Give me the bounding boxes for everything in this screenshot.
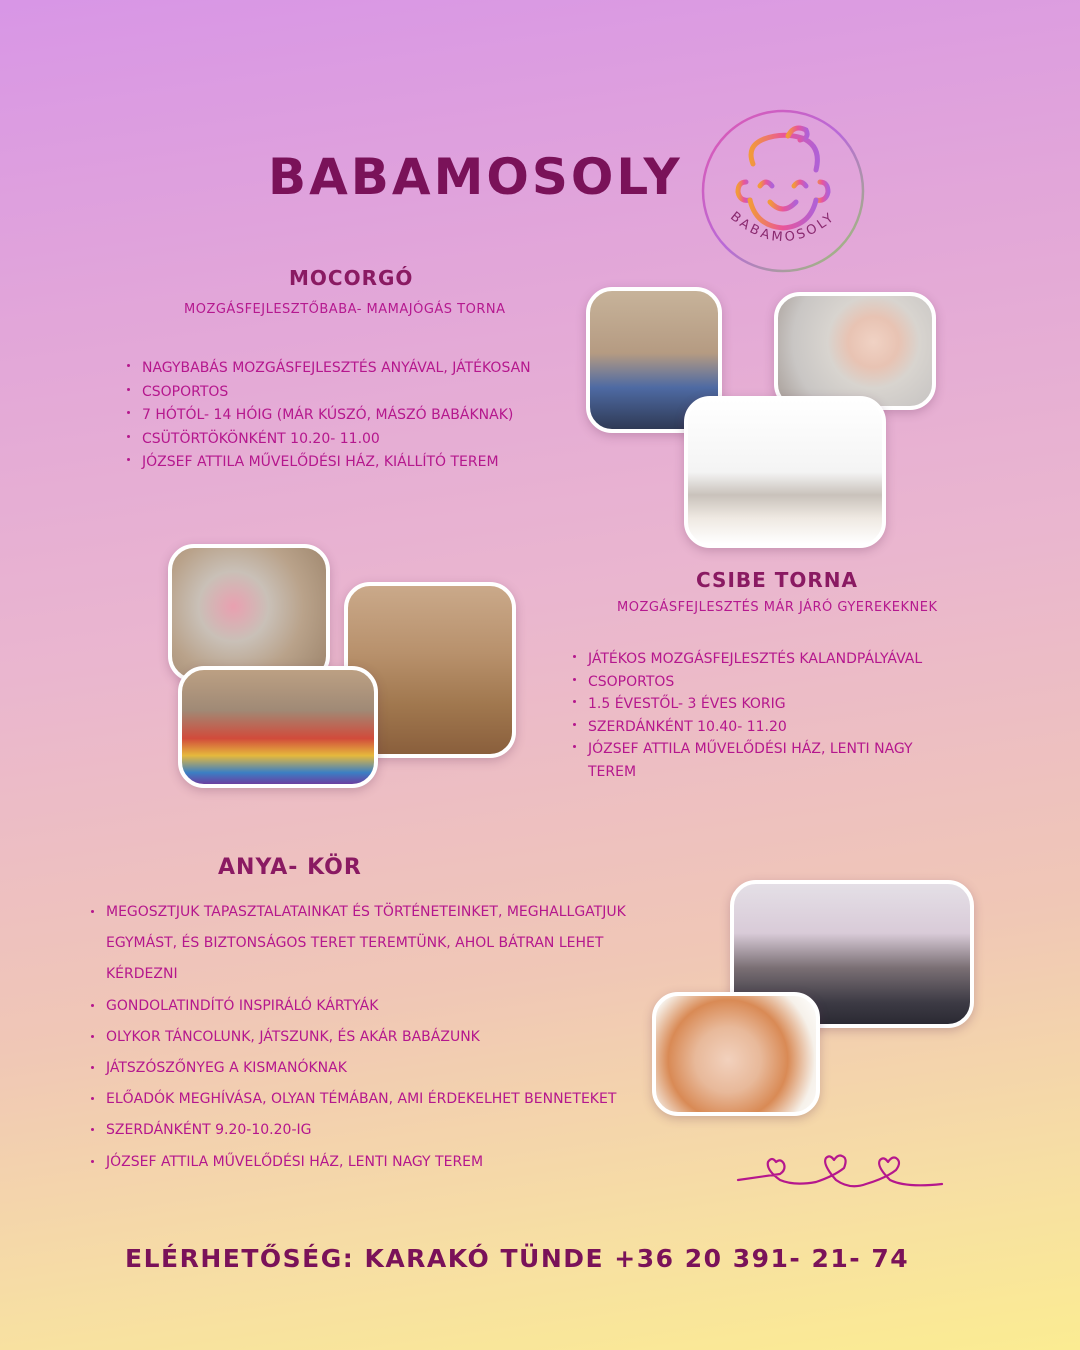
baby-face-icon <box>738 128 828 228</box>
logo-text: BABAMOSOLY <box>727 209 839 246</box>
csibe-list <box>572 648 932 783</box>
photo-sensory-feet <box>168 544 330 682</box>
contact-info: ELÉRHETŐSÉG: KARAKÓ TÜNDE +36 20 391- 21- 74 <box>125 1244 910 1273</box>
logo <box>698 106 868 276</box>
mocorgo-list <box>126 357 576 475</box>
page-title: BABAMOSOLY <box>268 148 683 206</box>
list-item: SZERDÁNKÉNT 10.40- 11.20 <box>572 716 932 739</box>
section-subtitle-mocorgo: MOZGÁSFEJLESZTŐBABA- MAMAJÓGÁS TORNA <box>184 302 506 317</box>
list-item: GONDOLATINDÍTÓ INSPIRÁLÓ KÁRTYÁK <box>90 991 660 1022</box>
photo-parachute-play <box>178 666 378 788</box>
section-title-mocorgo: MOCORGÓ <box>289 266 414 290</box>
list-item: JÓZSEF ATTILA MŰVELŐDÉSI HÁZ, LENTI NAGY TEREM <box>572 738 932 783</box>
list-item: JÓZSEF ATTILA MŰVELŐDÉSI HÁZ, LENTI NAGY TEREM <box>90 1147 660 1178</box>
list-item: MEGOSZTJUK TAPASZTALATAINKAT ÉS TÖRTÉNETEINKET, MEGHALLGATJUK EGYMÁST, ÉS BIZTONSÁGOS TERET TEREMTÜNK, AHOL BÁTRAN LEHET KÉRDEZNI <box>90 897 660 991</box>
list-item: 1.5 ÉVESTŐL- 3 ÉVES KORIG <box>572 693 932 716</box>
anya-list <box>90 897 660 1178</box>
list-item: CSOPORTOS <box>572 671 932 694</box>
section-subtitle-csibe: MOZGÁSFEJLESZTÉS MÁR JÁRÓ GYEREKEKNEK <box>617 600 938 615</box>
photo-mother-lifting-baby <box>684 396 886 548</box>
section-title-csibe: CSIBE TORNA <box>696 568 859 592</box>
list-item: 7 HÓTÓL- 14 HÓIG (MÁR KÚSZÓ, MÁSZÓ BABÁKNAK) <box>126 404 576 428</box>
hearts-decoration-icon <box>736 1150 946 1195</box>
photo-mother-hugging-baby <box>652 992 820 1116</box>
photo-laughing-baby <box>774 292 936 410</box>
list-item: OLYKOR TÁNCOLUNK, JÁTSZUNK, ÉS AKÁR BABÁZUNK <box>90 1022 660 1053</box>
list-item: JÁTSZÓSZŐNYEG A KISMANÓKNAK <box>90 1053 660 1084</box>
list-item: SZERDÁNKÉNT 9.20-10.20-IG <box>90 1115 660 1146</box>
list-item: JÓZSEF ATTILA MŰVELŐDÉSI HÁZ, KIÁLLÍTÓ TEREM <box>126 451 576 475</box>
section-title-anya: ANYA- KÖR <box>218 855 362 880</box>
list-item: CSOPORTOS <box>126 381 576 405</box>
list-item: ELŐADÓK MEGHÍVÁSA, OLYAN TÉMÁBAN, AMI ÉRDEKELHET BENNETEKET <box>90 1084 660 1115</box>
list-item: JÁTÉKOS MOZGÁSFEJLESZTÉS KALANDPÁLYÁVAL <box>572 648 932 671</box>
list-item: CSÜTÖRTÖKÖNKÉNT 10.20- 11.00 <box>126 428 576 452</box>
list-item: NAGYBABÁS MOZGÁSFEJLESZTÉS ANYÁVAL, JÁTÉKOSAN <box>126 357 576 381</box>
